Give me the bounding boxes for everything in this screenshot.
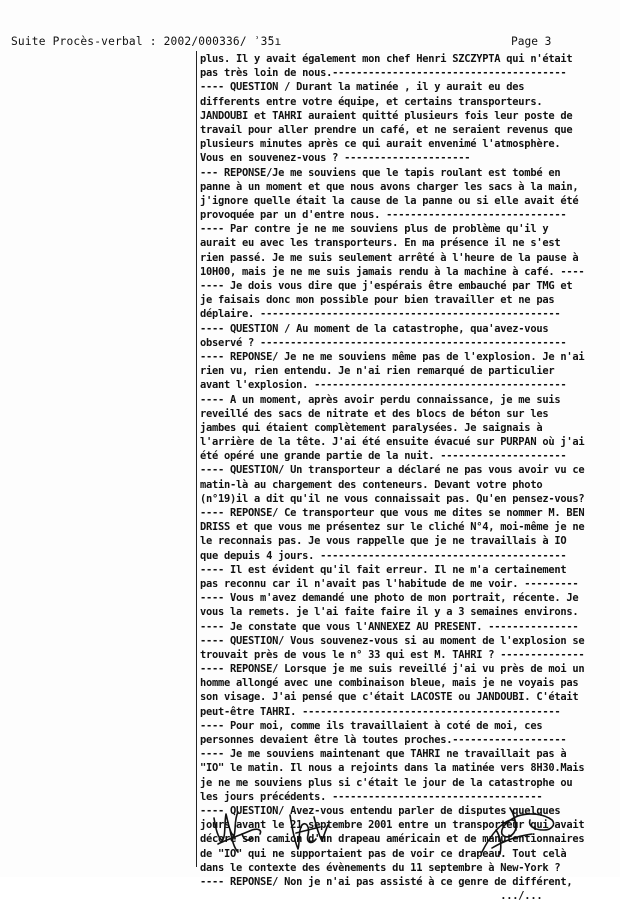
statement-line: dans le contexte des évènements du 11 septembre à New-York ? xyxy=(200,861,561,874)
statement-line: ---- Je constate que vous l'ANNEXEZ AU PRESENT. --------------- xyxy=(200,620,579,633)
statement-line: travail pour aller prendre un café, et ne seraient revenus que xyxy=(200,123,573,136)
page-number: Page 3 xyxy=(511,35,552,48)
statement-line: ---- Pour moi, comme ils travaillaient à coté de moi, ces xyxy=(200,719,543,732)
statement-line: ---- QUESTION/ Avez-vous entendu parler de disputes quelques xyxy=(200,804,561,817)
statement-line: ---- REPONSE/ Je ne me souviens même pas de l'explosion. Je n'ai xyxy=(200,350,585,363)
statement-line: le reconnais pas. Je vous rappelle que je ne travaillais à IO xyxy=(200,535,567,548)
signature-1 xyxy=(208,800,268,855)
document-reference-header: Suite Procès-verbal : 2002/000336/ ʾ3̃5ı xyxy=(11,35,282,48)
statement-line: ---- REPONSE/ Lorsque je me suis reveillé j'ai vu près de moi un xyxy=(200,663,585,676)
statement-line: plusieurs minutes après ce qui aurait envenimé l'atmosphère. xyxy=(200,138,561,151)
statement-line: je faisais donc mon possible pour bien travailler et ne pas xyxy=(200,294,555,307)
statement-line: Vous en souvenez-vous ? --------------------- xyxy=(200,152,471,165)
statement-line: je ne me souviens plus si c'était le jour de la catastrophe ou xyxy=(200,776,573,789)
statement-line: ---- REPONSE/ Ce transporteur que vous me dites se nommer M. BEN xyxy=(200,507,585,519)
statement-line: personnes devaient être là toutes proches.------------------- xyxy=(200,734,567,746)
statement-line: aurait eu avec les transporteurs. En ma présence il ne s'est xyxy=(200,237,561,250)
statement-line: rien vu, rien entendu. Je n'ai rien remarqué de particulier xyxy=(200,365,555,378)
statement-line: provoquée par un d'entre nous. ------------------------------ xyxy=(200,209,567,222)
statement-line: ---- A un moment, après avoir perdu connaissance, je me suis xyxy=(200,393,561,406)
statement-line: ---- Je me souviens maintenant que TAHRI ne travaillait pas à xyxy=(200,748,567,761)
statement-line: jours avant le 21 septembre 2001 entre un transporteur qui avait xyxy=(200,819,585,832)
statement-line: de "IO" qui ne supportaient pas de voir ce drapeau. Tout celà xyxy=(200,847,567,860)
statement-line: été opéré une grande partie de la nuit. --------------------- xyxy=(200,450,567,463)
statement-line: homme allongé avec une combinaison bleue, mais je ne voyais pas xyxy=(200,677,579,690)
statement-line: ---- Par contre je ne me souviens plus de problème qu'il y xyxy=(200,223,549,236)
statement-line: ---- REPONSE/ Non je n'ai pas assisté à ce genre de différent, xyxy=(200,875,573,888)
statement-body xyxy=(200,52,614,903)
statement-line: --- REPONSE/Je me souviens que le tapis roulant est tombé en xyxy=(200,166,561,179)
statement-line: (n°19)il a dit qu'il ne vous connaissait pas. Qu'en pensez-vous? xyxy=(200,492,585,505)
statement-line: que depuis 4 jours. ----------------------------------------- xyxy=(200,549,567,562)
statement-line: pas reconnu car il n'avait pas l'habitude de me voir. --------- xyxy=(200,577,579,590)
statement-line: differents entre votre équipe, et certains transporteurs. xyxy=(200,95,543,108)
statement-line: décoré son camion d'un drapeau américain et de manutentionnaires xyxy=(200,833,585,846)
statement-line: peut-être TAHRI. ------------------------------------------- xyxy=(200,705,561,718)
statement-line: ---- QUESTION / Au moment de la catastrophe, qua'avez-vous xyxy=(200,322,549,335)
statement-line: ---- Je dois vous dire que j'espérais être embauché par TMG et xyxy=(200,280,573,292)
statement-line: ---- QUESTION / Durant la matinée , il y aurait eu des xyxy=(200,81,525,94)
statement-line: j'ignore quelle était la cause de la panne ou si elle avait été xyxy=(200,194,579,207)
statement-line: pas très loin de nous.--------------------------------------- xyxy=(200,67,567,80)
statement-line: reveillé des sacs de nitrate et des blocs de béton sur les xyxy=(200,407,549,420)
statement-line: trouvait près de vous le n° 33 qui est M. TAHRI ? -------------- xyxy=(200,648,585,661)
statement-line: .../... xyxy=(200,890,543,903)
statement-line: l'arrière de la tête. J'ai été ensuite évacué sur PURPAN où j'ai xyxy=(200,436,585,449)
statement-line: 10H00, mais je ne me suis jamais rendu à la machine à café. ---- xyxy=(200,265,585,278)
statement-line: les jours précédents. ----------------------------------- xyxy=(200,790,543,803)
statement-line: ---- QUESTION/ Un transporteur a déclaré ne pas vous avoir vu ce xyxy=(200,464,585,477)
signature-3 xyxy=(472,800,562,860)
statement-line: "IO" le matin. Il nous a rejoints dans la matinée vers 8H30.Mais xyxy=(200,762,585,775)
statement-line: vous la remets. je l'ai faite faire il y a 3 semaines environs. xyxy=(200,606,579,619)
statement-line: DRISS et que vous me présentez sur le cliché N°4, moi-même je ne xyxy=(200,521,585,534)
statement-line: observé ? --------------------------------------------------- xyxy=(200,336,567,349)
statement-line: ---- Il est évident qu'il fait erreur. Il ne m'a certainement xyxy=(200,563,567,576)
statement-line: plus. Il y avait également mon chef Henri SZCZYPTA qui n'était xyxy=(200,53,573,65)
statement-line: déplaire. -------------------------------------------------- xyxy=(200,308,561,321)
statement-line: avant l'explosion. ------------------------------------------ xyxy=(200,379,567,392)
signature-2 xyxy=(282,805,332,855)
statement-line: son visage. J'ai pensé que c'était LACOSTE ou JANDOUBI. C'était xyxy=(200,691,579,704)
statement-line: JANDOUBI et TAHRI auraient quitté plusieurs fois leur poste de xyxy=(200,109,573,122)
statement-line: ---- Vous m'avez demandé une photo de mon portrait, récente. Je xyxy=(200,592,579,605)
statement-line: rien passé. Je me suis seulement arrêté à l'heure de la pause à xyxy=(200,251,579,264)
statement-line: panne à un moment et que nous avons charger les sacs à la main, xyxy=(200,180,579,193)
statement-line: jambes qui étaient complètement paralysées. Je saignais à xyxy=(200,421,543,434)
statement-line: ---- QUESTION/ Vous souvenez-vous si au moment de l'explosion se xyxy=(200,634,585,647)
statement-line: matin-là au chargement des conteneurs. Devant votre photo xyxy=(200,478,543,491)
margin-rule xyxy=(196,51,197,867)
